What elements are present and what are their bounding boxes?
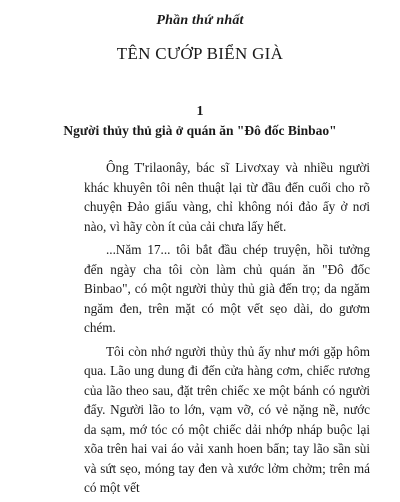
chapter-number: 1 (196, 104, 204, 119)
paragraph: ...Năm 17... tôi bắt đầu chép truyện, hồi tưởng đến ngày cha tôi còn làm chủ quán ăn "Đô đốc Binbao", có một người thủy thủ già đến trọ; da ngăm ngăm đen, trên mặt có một vết sẹo dài, do gươm chém. (84, 242, 370, 335)
part-label: Phần thứ nhất (156, 13, 244, 28)
chapter-title: Người thủy thủ già ở quán ăn "Đô đốc Binbao" (63, 123, 337, 138)
part-title: TÊN CƯỚP BIỂN GIÀ (116, 44, 284, 63)
body-text (84, 158, 370, 502)
paragraph: Tôi còn nhớ người thủy thủ ấy như mới gặp hôm qua. Lão ung dung đi đến cửa hàng cơm, chiếc rương của lão theo sau, đặt trên chiếc xe một bánh có người đẩy. Người lão to lớn, vạm vỡ, có vẻ nặng nề, nước da sạm, mớ tóc có một chiếc dải nhớp nháp buộc lại xõa trên hai vai áo vải xanh hoen bẩn; tay lão sần sùi và sứt sẹo, móng tay đen và xước lởm chởm; trên má có một vết (84, 343, 370, 495)
paragraph: Ông T'rilaonây, bác sĩ Livơxay và nhiều người khác khuyên tôi nên thuật lại từ đầu đến cuối cho rõ chuyện Đảo giấu vàng, chỉ không nói đảo ấy ở nơi nào, vì hãy còn ít của cải chưa lấy hết. (84, 160, 370, 234)
